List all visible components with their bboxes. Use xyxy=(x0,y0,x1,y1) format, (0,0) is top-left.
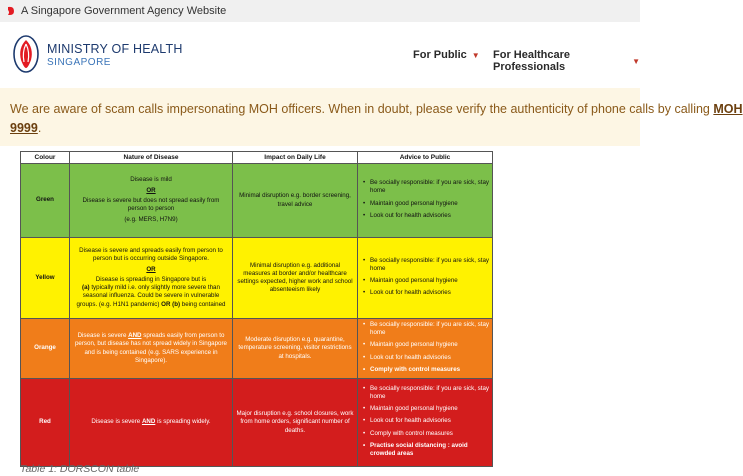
alert-period: . xyxy=(37,121,42,135)
advice-item: • Be socially responsible: if you are sick, stay home xyxy=(370,385,489,401)
alert-phone-link-part1[interactable]: MOH xyxy=(713,102,743,116)
colour-cell: Red xyxy=(21,379,70,467)
alert-phone-link-part2[interactable]: 9999 xyxy=(10,121,38,135)
impact-cell: Moderate disruption e.g. quarantine, temperature screening, visitor restrictions at hospitals. xyxy=(233,319,358,379)
advice-item: • Maintain good personal hygiene xyxy=(370,405,489,413)
nature-text: Disease is severe but does not spread easily from person to person xyxy=(82,196,220,213)
moh-logo-icon[interactable] xyxy=(12,34,40,74)
nature-detail-text: typically mild i.e. only slightly more severe than seasonal influenza. Could be severe in vulnerable groups. (e.g. H1N1 pandemic) xyxy=(76,284,220,308)
advice-item: • Be socially responsible: if you are sick, stay home xyxy=(370,179,489,195)
alert-line-1 xyxy=(10,100,743,118)
advice-cell xyxy=(358,379,493,467)
header-impact: Impact on Daily Life xyxy=(233,152,358,164)
brand[interactable] xyxy=(47,42,183,68)
scam-alert-banner xyxy=(0,88,743,146)
alert-line-2 xyxy=(10,119,41,137)
nature-cell xyxy=(70,379,233,467)
advice-item: • Look out for health advisories xyxy=(370,354,489,362)
table-row-yellow xyxy=(21,238,493,319)
advice-item: • Comply with control measures xyxy=(370,430,489,438)
nature-text: Disease is severe and spreads easily from person to person but is occurring outside Singapore. xyxy=(79,247,223,263)
option-a: (a) xyxy=(82,284,90,292)
advice-item: • Comply with control measures xyxy=(370,366,489,374)
nature-cell xyxy=(70,164,233,238)
impact-cell: Major disruption e.g. school closures, work from home orders, significant number of deaths. xyxy=(233,379,358,467)
site-header xyxy=(0,22,640,88)
table-row-green xyxy=(21,164,493,238)
chevron-down-icon: ▼ xyxy=(632,56,640,66)
nature-text: Disease is severe xyxy=(77,332,129,340)
colour-cell: Yellow xyxy=(21,238,70,319)
header-colour: Colour xyxy=(21,152,70,164)
nav-for-public-label: For Public xyxy=(413,49,467,61)
option-b: OR (b) xyxy=(161,300,181,308)
nature-text: is spreading widely. xyxy=(155,418,211,426)
header-advice: Advice to Public xyxy=(358,152,493,164)
nav-for-healthcare-professionals[interactable] xyxy=(493,49,640,73)
advice-cell xyxy=(358,319,493,379)
advice-item: • Look out for health advisories xyxy=(370,289,489,297)
impact-cell: Minimal disruption e.g. border screening, travel advice xyxy=(233,164,358,238)
government-agency-bar xyxy=(0,0,640,23)
table-header-row xyxy=(21,152,493,164)
and-text: AND xyxy=(128,332,142,340)
nature-detail xyxy=(73,284,229,309)
header-nature: Nature of Disease xyxy=(70,152,233,164)
government-agency-text: A Singapore Government Agency Website xyxy=(21,5,227,17)
nature-text: Disease is mild xyxy=(130,176,172,184)
table-caption: Table 1: DORSCON table xyxy=(20,463,140,475)
nature-cell xyxy=(70,319,233,379)
advice-item: • Practise social distancing : avoid crowded areas xyxy=(370,442,489,458)
advice-item: • Look out for health advisories xyxy=(370,212,489,220)
nature-detail-end: being contained xyxy=(180,300,226,308)
advice-cell xyxy=(358,238,493,319)
lion-head-icon xyxy=(6,6,16,16)
advice-item: • Maintain good personal hygiene xyxy=(370,341,489,349)
brand-title: MINISTRY OF HEALTH xyxy=(47,42,183,56)
advice-item: • Maintain good personal hygiene xyxy=(370,277,489,285)
table-row-orange xyxy=(21,319,493,379)
nav-healthcare-label: For Healthcare Professionals xyxy=(493,49,571,73)
chevron-down-icon: ▼ xyxy=(471,50,480,60)
advice-cell xyxy=(358,164,493,238)
advice-item: • Look out for health advisories xyxy=(370,417,489,425)
advice-item: • Be socially responsible: if you are sick, stay home xyxy=(370,321,489,337)
colour-cell: Orange xyxy=(21,319,70,379)
colour-cell: Green xyxy=(21,164,70,238)
or-text: OR xyxy=(146,186,156,194)
advice-item: • Be socially responsible: if you are sick, stay home xyxy=(370,257,489,273)
and-text: AND xyxy=(141,418,156,426)
nature-text: spreads easily from person to person, but disease has not spread widely in Singapore and is being contained (e.g. SARS experience in Singapore). xyxy=(74,332,228,364)
table-row-red xyxy=(21,379,493,467)
brand-subtitle: SINGAPORE xyxy=(47,57,111,68)
alert-text: We are aware of scam calls impersonating MOH officers. When in doubt, please verify the authenticity of phone calls by calling xyxy=(10,102,714,116)
nature-cell xyxy=(70,238,233,319)
nature-text: Disease is severe xyxy=(91,418,142,426)
or-text: OR xyxy=(146,265,156,273)
impact-cell: Minimal disruption e.g. additional measures at border and/or healthcare settings expected, higher work and school absenteeism likely xyxy=(233,238,358,319)
nav-for-public[interactable] xyxy=(413,49,480,61)
nature-example: (e.g. MERS, H7N9) xyxy=(124,216,178,224)
advice-item: • Maintain good personal hygiene xyxy=(370,200,489,208)
dorscon-table xyxy=(20,151,493,467)
nature-text: Disease is spreading in Singapore but is xyxy=(95,275,207,283)
